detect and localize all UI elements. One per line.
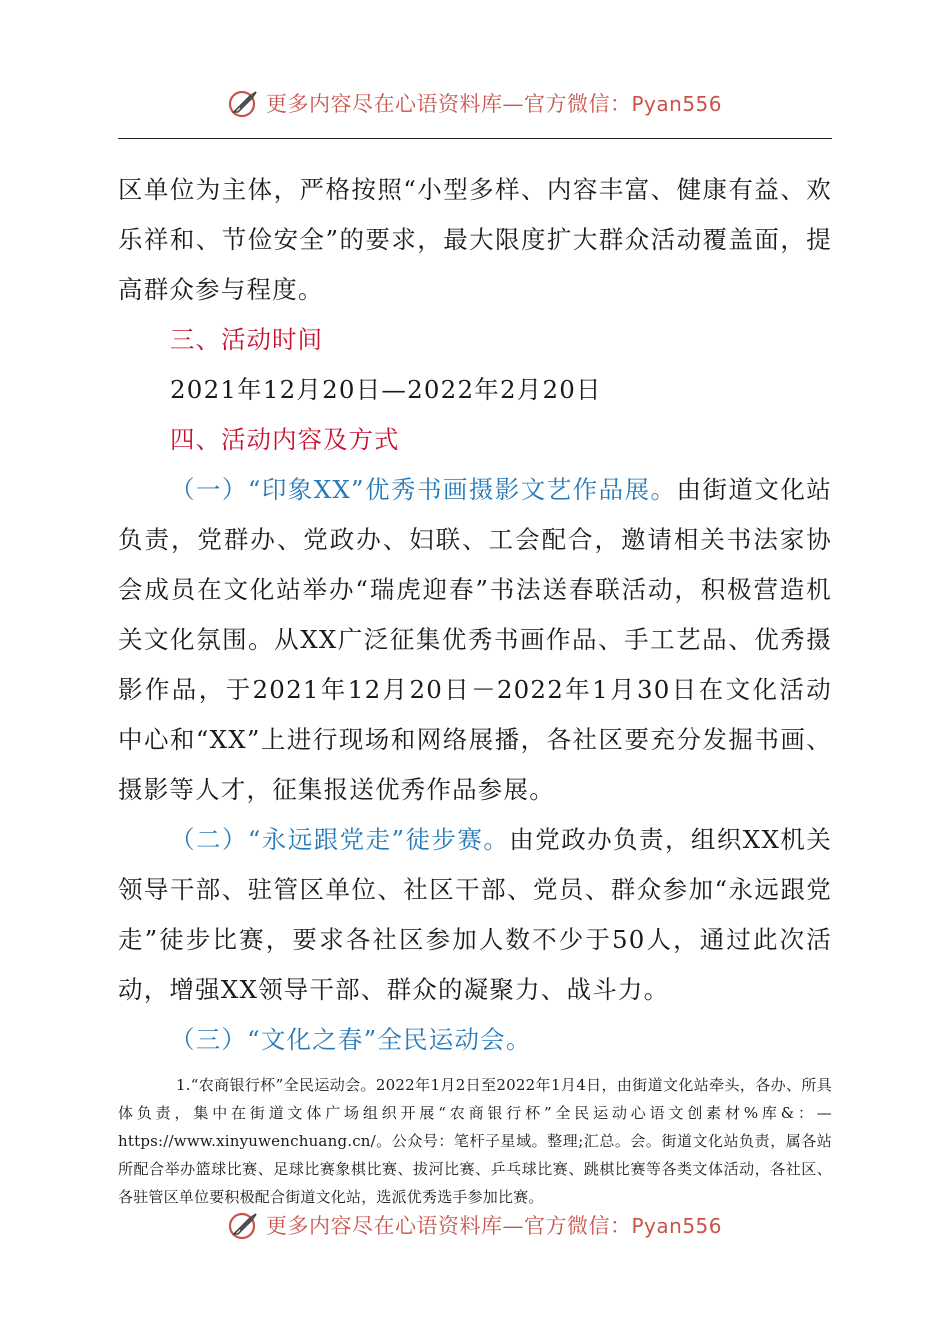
item2-text: 由党政办负责，组织XX机关领导干部、驻管区单位、社区干部、党员、群众参加“永远跟党走”徒步比赛，要求各社区参加人数不少于50人，通过此次活动，增强XX领导干部、群众的凝聚力、战斗力。 [118, 825, 832, 1004]
header-banner [0, 84, 950, 128]
item2-title: （二）“永远跟党走”徒步赛。 [170, 825, 510, 854]
intro-paragraph: 区单位为主体，严格按照“小型多样、内容丰富、健康有益、欢乐祥和、节俭安全”的要求，最大限度扩大群众活动覆盖面，提高群众参与程度。 [118, 175, 832, 304]
item3-title: （三）“文化之春”全民运动会。 [170, 1025, 532, 1054]
banner-text: 更多内容尽在心语资料库—官方微信：Pyan556 [266, 92, 723, 116]
document-body [118, 165, 832, 1211]
section-heading-content: 四、活动内容及方式 [170, 425, 400, 454]
item3-paragraph [118, 1015, 832, 1065]
footer-banner [0, 1206, 950, 1250]
item1-text: 由街道文化站负责，党群办、党政办、妇联、工会配合，邀请相关书法家协会成员在文化站举办“瑞虎迎春”书法送春联活动，积极营造机关文化氛围。从XX广泛征集优秀书画作品、手工艺品、优秀摄影作品，于2021年12月20日－2022年1月30日在文化活动中心和“XX”上进行现场和网络展播，各社区要充分发掘书画、摄影等人才，征集报送优秀作品参展。 [118, 475, 832, 804]
item1-title: （一）“印象XX”优秀书画摄影文艺作品展。 [170, 475, 677, 504]
footnote: 1.“农商银行杯”全民运动会。2022年1月2日至2022年1月4日，由街道文化站牵头，各办、所具体负责，集中在街道文体广场组织开展“农商银行杯”全民运动心语文创素材%库&：—https://www.xinyuwenchuang.cn/。公众号：笔杆子星域。整理;汇总。会。街道文化站负责，属各站所配合举办篮球比赛、足球比赛象棋比赛、拔河比赛、乒乓球比赛、跳棋比赛等各类文体活动，各社区、各驻管区单位要积极配合街道文化站，选派优秀选手参加比赛。 [118, 1076, 832, 1206]
header-divider [118, 138, 832, 139]
item2-paragraph [118, 815, 832, 1015]
time-text: 2021年12月20日—2022年2月20日 [170, 375, 602, 404]
banner-wechat-id: Pyan556 [631, 92, 723, 116]
item1-paragraph [118, 465, 832, 815]
quill-logo-icon [226, 1208, 262, 1244]
banner-text: 更多内容尽在心语资料库—官方微信：Pyan556 [266, 1214, 723, 1238]
quill-logo-icon [226, 86, 262, 122]
section-heading-time: 三、活动时间 [170, 325, 323, 354]
banner-wechat-id: Pyan556 [631, 1214, 723, 1238]
